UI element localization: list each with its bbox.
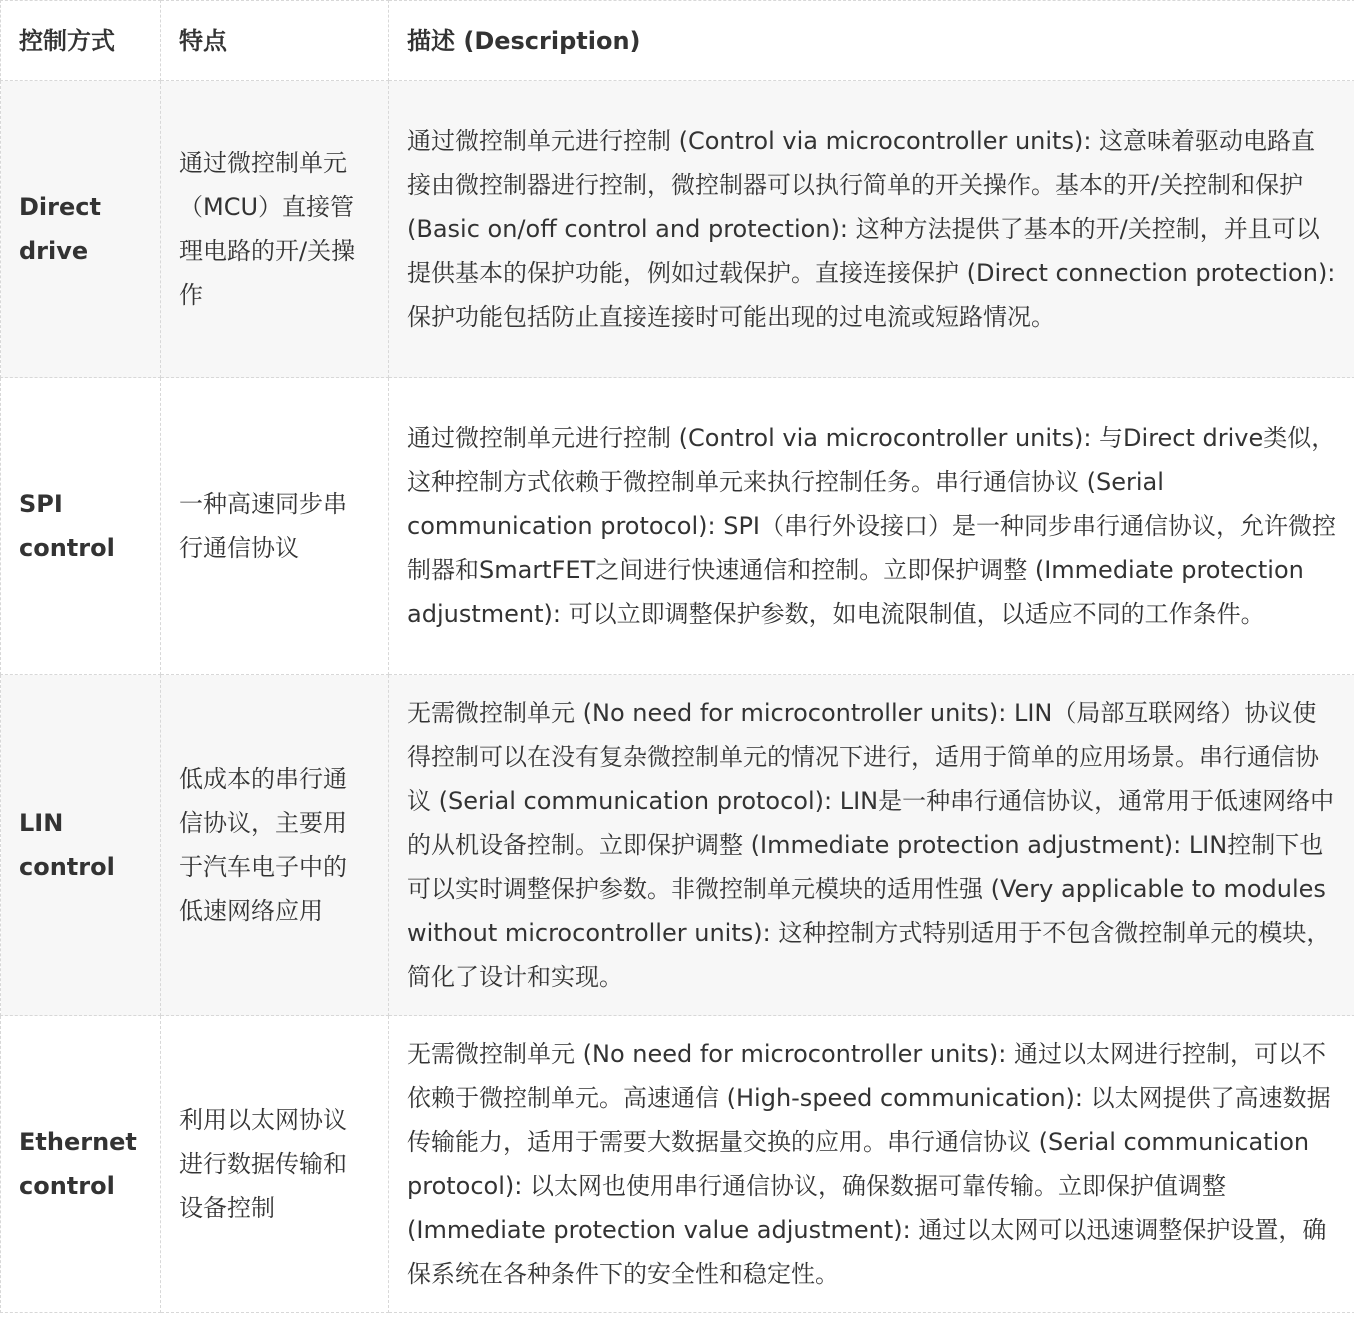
- feature-cell: 低成本的串行通信协议，主要用于汽车电子中的低速网络应用: [161, 675, 389, 1016]
- description-cell: 通过微控制单元进行控制 (Control via microcontroller units): 这意味着驱动电路直接由微控制器进行控制，微控制器可以执行简单的开关操作。基本的开/关控制和保护 (Basic on/off control and protection): 这种方法提供了基本的开/关控制，并且可以提供基本的保护功能，例如过载保护。直接连接保护 (Direct connection protection): 保护功能包括防止直接连接时可能出现的过电流或短路情况。: [389, 81, 1354, 378]
- feature-cell: 通过微控制单元（MCU）直接管理电路的开/关操作: [161, 81, 389, 378]
- header-feature: 特点: [161, 1, 389, 81]
- table-header-row: [1, 1, 1354, 81]
- header-control-method: 控制方式: [1, 1, 161, 81]
- table-row: [1, 378, 1354, 675]
- method-cell: LIN control: [1, 675, 161, 1016]
- feature-cell: 利用以太网协议进行数据传输和设备控制: [161, 1016, 389, 1313]
- method-cell: Direct drive: [1, 81, 161, 378]
- method-cell: SPI control: [1, 378, 161, 675]
- header-description: 描述 (Description): [389, 1, 1354, 81]
- table-row: [1, 1016, 1354, 1313]
- table-row: [1, 675, 1354, 1016]
- method-cell: Ethernet control: [1, 1016, 161, 1313]
- feature-cell: 一种高速同步串行通信协议: [161, 378, 389, 675]
- description-cell: 通过微控制单元进行控制 (Control via microcontroller units): 与Direct drive类似，这种控制方式依赖于微控制单元来执行控制任务。串行通信协议 (Serial communication protocol): SPI（串行外设接口）是一种同步串行通信协议，允许微控制器和SmartFET之间进行快速通信和控制。立即保护调整 (Immediate protection adjustment): 可以立即调整保护参数，如电流限制值，以适应不同的工作条件。: [389, 378, 1354, 675]
- description-cell: 无需微控制单元 (No need for microcontroller units): 通过以太网进行控制，可以不依赖于微控制单元。高速通信 (High-speed communication): 以太网提供了高速数据传输能力，适用于需要大数据量交换的应用。串行通信协议 (Serial communication protocol): 以太网也使用串行通信协议，确保数据可靠传输。立即保护值调整 (Immediate protection value adjustment): 通过以太网可以迅速调整保护设置，确保系统在各种条件下的安全性和稳定性。: [389, 1016, 1354, 1313]
- table-row: [1, 81, 1354, 378]
- description-cell: 无需微控制单元 (No need for microcontroller units): LIN（局部互联网络）协议使得控制可以在没有复杂微控制单元的情况下进行，适用于简单的应用场景。串行通信协议 (Serial communication protocol): LIN是一种串行通信协议，通常用于低速网络中的从机设备控制。立即保护调整 (Immediate protection adjustment): LIN控制下也可以实时调整保护参数。非微控制单元模块的适用性强 (Very applicable to modules without microcontroller units): 这种控制方式特别适用于不包含微控制单元的模块，简化了设计和实现。: [389, 675, 1354, 1016]
